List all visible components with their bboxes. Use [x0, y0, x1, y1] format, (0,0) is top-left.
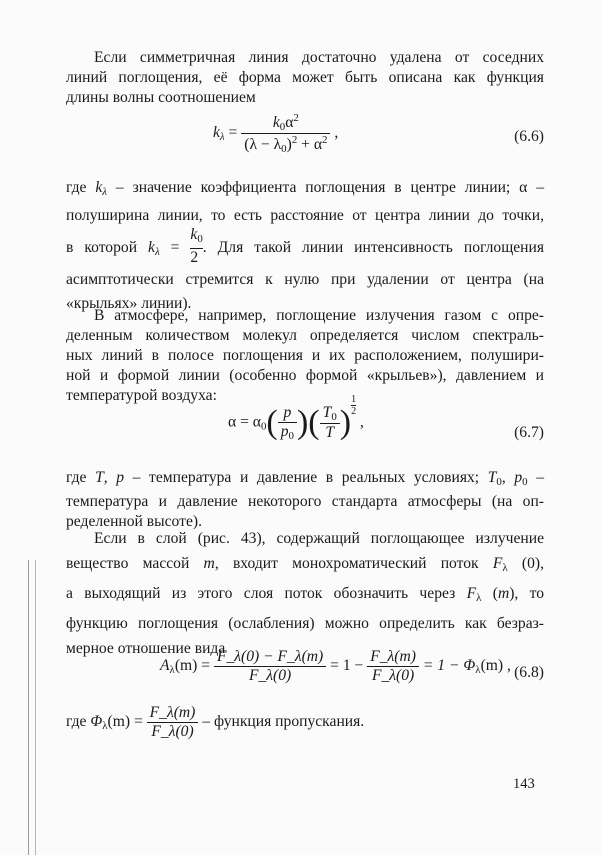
text-line: температурой воздуха: — [66, 387, 217, 404]
equation-6-6: $k_\lambda$ = $\frac{k_0\alpha^2}{(\lambda - \lambda_0)^2 + \alpha^2}$ , (6.6) — [213, 112, 544, 155]
text-line: деленным количеством молекул определяется числом спектраль- — [66, 327, 544, 344]
text-line: мерное отношение вида — [66, 640, 226, 657]
paragraph-atmosphere — [66, 306, 544, 406]
fraction: $\frac{k_0}{2}$ — [190, 226, 203, 267]
text-line: ределенной высоте). — [66, 513, 202, 530]
fraction: $\frac{p}{p_0}$ — [278, 404, 297, 442]
fraction: $\frac{F\_\lambda(m)}{F\_\lambda(0)}$ — [147, 704, 199, 741]
text-line: где T, p – температура и давление в реальных условиях; $T_0$, $p_0$ – — [66, 469, 545, 488]
text-line: ных линий в полосе поглощения и их расположением, полушири- — [66, 347, 544, 364]
text-line: а выходящий из этого слоя поток обозначить через $F_\lambda$ (m), то — [66, 585, 545, 604]
paragraph-intro — [66, 48, 544, 108]
exponent: $\frac{1}{2}$ — [351, 393, 357, 417]
text-line: линий поглощения, её форма может быть описана как функция — [66, 69, 544, 86]
text-line: «крыльях» линии). — [66, 295, 192, 312]
text-line: Если симметричная линия достаточно удалена от соседних — [94, 49, 544, 66]
paragraph-transmission: где $\Phi_\lambda(m)$ = $\frac{F\_\lambda(m)}{F\_\lambda(0)}$ – функция пропускания. — [66, 704, 365, 740]
equation-6-8: $A_\lambda(m)$ = $\frac{F\_\lambda(0) - F\_\lambda(m)}{F\_\lambda(0)}$ = 1 − $\frac{F\_\lambda(m)}{F\_\lambda(0)}$ = $1 - \Phi_\lambda(m)$ , (6.8) — [160, 648, 544, 684]
text-line: в которой $k_\lambda$ = $\frac{k_0}{2}$ . Для такой линии интенсивность поглощения — [66, 226, 545, 267]
equation-6-7: $\alpha = \alpha_0$( $\frac{p}{p_0}$ )( $\frac{T_0}{T}$ ) $\frac{1}{2}$ , (6.7) — [228, 393, 544, 442]
paragraph-conditions — [66, 468, 544, 532]
fraction: $\frac{F\_\lambda(0) - F\_\lambda(m)}{F\_\lambda(0)}$ — [214, 648, 326, 685]
equation-number: (6.7) — [514, 424, 544, 441]
text-line: В атмосфере, например, поглощение излучения газом с опре- — [94, 307, 544, 324]
text-line: длины волны соотношением — [66, 89, 256, 106]
fraction: $\frac{T_0}{T}$ — [320, 404, 340, 442]
paragraph-definition — [66, 176, 544, 316]
text-line: температура и давление некоторого стандарта атмосферы (на оп- — [66, 493, 544, 510]
equation-number: (6.8) — [514, 664, 544, 681]
text-line: где $k_\lambda$ – значение коэффициента поглощения в центре линии; α – — [66, 179, 544, 198]
fraction: $\frac{k_0\alpha^2}{(\lambda - \lambda_0)^2 + \alpha^2}$ — [241, 112, 330, 155]
text-line: функцию поглощения (ослабления) можно определить как безраз- — [66, 615, 544, 632]
text-line: ной и формой линии (особенно формой «крыльев»), давлением и — [66, 367, 544, 384]
page-number: 143 — [513, 776, 535, 792]
text-line: асимптотически стремится к нулю при удалении от центра (на — [66, 271, 544, 288]
text-line: полуширина линии, то есть расстояние от центра линии до точки, — [66, 207, 544, 224]
equation-number: (6.6) — [514, 128, 544, 145]
fraction: $\frac{F\_\lambda(m)}{F\_\lambda(0)}$ — [367, 648, 419, 685]
text-line: Если в слой (рис. 43), содержащий поглощающее излучение — [94, 530, 544, 547]
text-line: веществo массой m, входит монохроматический поток $F_\lambda$ (0), — [66, 555, 544, 574]
